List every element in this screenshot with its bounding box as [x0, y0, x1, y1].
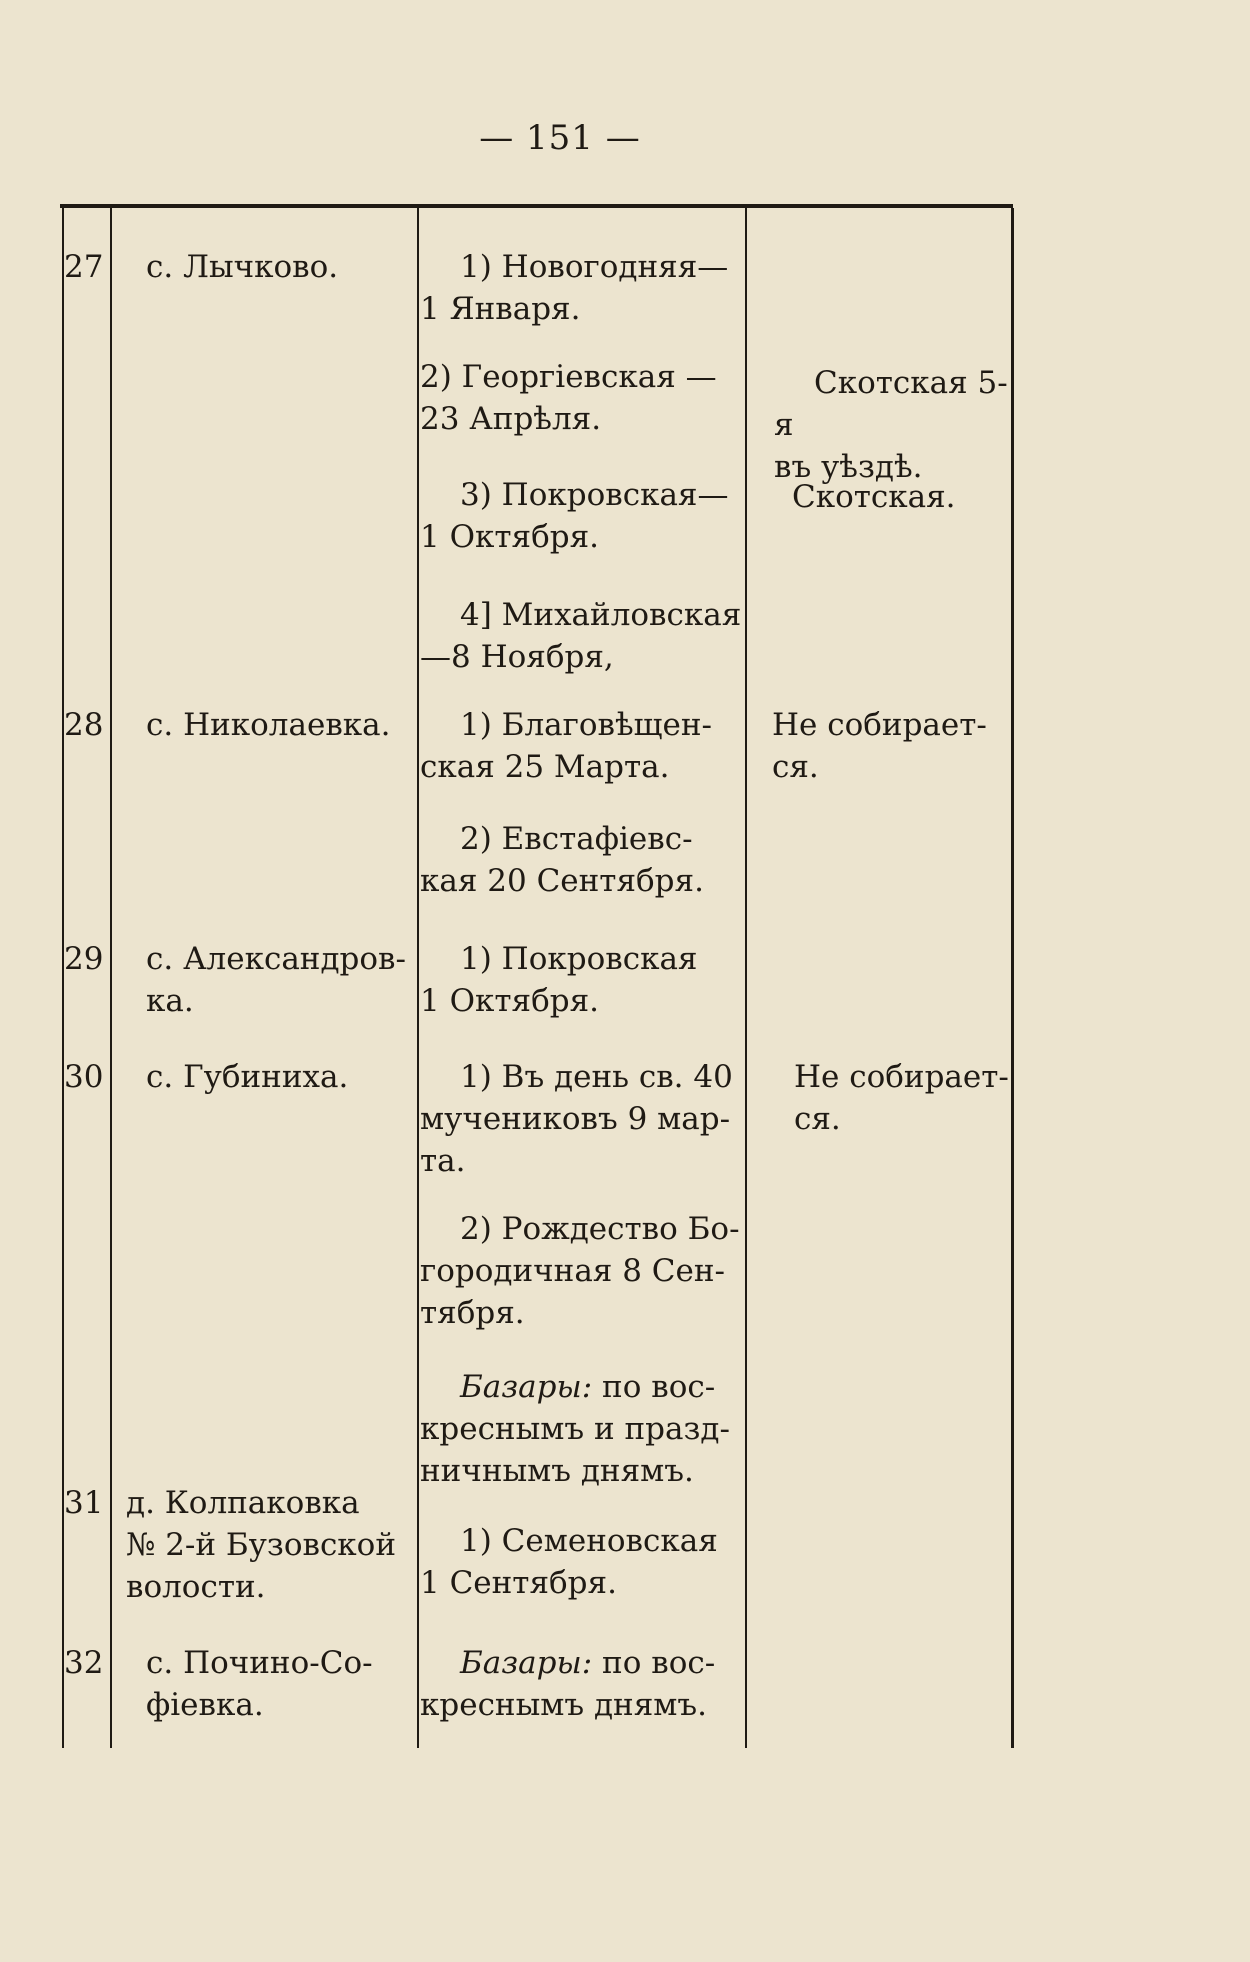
fair-entry: 4] Михайловская —8 Ноября,	[420, 597, 742, 675]
bazaar-entry	[420, 1642, 742, 1726]
place-name: с. Николаевка.	[146, 707, 391, 743]
fair-entry: 2) Рождество Бо- городичная 8 Сен- тября.	[420, 1211, 740, 1331]
fair-entry: 1) Благовѣщен- ская 25 Марта.	[420, 707, 712, 785]
bazaar-text: по вос- креснымъ и празд- ничнымъ днямъ.	[420, 1369, 730, 1489]
row-number: 32	[64, 1645, 104, 1681]
fair-entry: 1) Покровская 1 Октября.	[420, 941, 698, 1019]
fair-kind: Не собирает- ся.	[794, 1059, 1009, 1137]
row-number: 30	[64, 1059, 104, 1095]
place-name: с. Почино-Со- фіевка.	[146, 1645, 373, 1723]
row-number: 29	[64, 941, 104, 977]
row-number: 28	[64, 707, 104, 743]
place-name: с. Губиниха.	[146, 1059, 349, 1095]
place-name: д. Колпаковка № 2-й Бузовской волости.	[126, 1485, 397, 1605]
place-name: с. Александров- ка.	[146, 941, 406, 1019]
bazaar-label: Базары:	[460, 1645, 593, 1681]
bazaar-text: по вос- креснымъ днямъ.	[420, 1645, 716, 1723]
fair-kind: Скотская 5-я въ уѣздѣ.	[774, 365, 1008, 485]
fair-kind: Не собирает- ся.	[772, 707, 987, 785]
fair-entry: 1) Новогодняя— 1 Января.	[420, 249, 729, 327]
fair-entry: 3) Покровская— 1 Октября.	[420, 477, 729, 555]
fair-entry: 1) Въ день св. 40 мучениковъ 9 мар- та.	[420, 1059, 733, 1179]
page-number: — 151 —	[479, 118, 641, 158]
row-number: 31	[64, 1485, 104, 1521]
fair-entry: 2) Георгіевская — 23 Апрѣля.	[420, 359, 717, 437]
bazaar-entry	[420, 1366, 742, 1492]
row-number: 27	[64, 249, 104, 285]
fair-kind: Скотская.	[792, 479, 956, 515]
fair-entry: 2) Евстафіевс- кая 20 Сентября.	[420, 821, 704, 899]
place-name: с. Лычково.	[146, 249, 339, 285]
bazaar-label: Базары:	[460, 1369, 593, 1405]
fair-entry: 1) Семеновская 1 Сентября.	[420, 1523, 718, 1601]
